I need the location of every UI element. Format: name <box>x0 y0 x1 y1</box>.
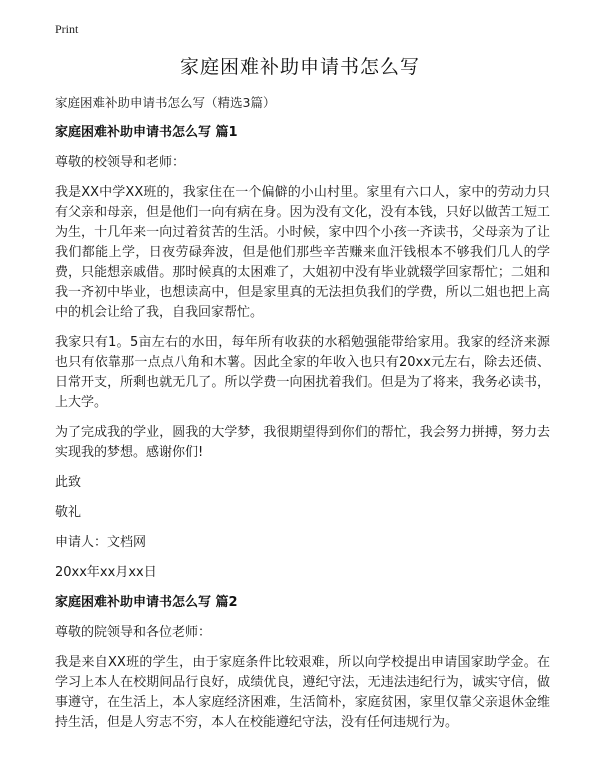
print-link[interactable]: Print <box>55 22 79 36</box>
salutation: 尊敬的校领导和老师： <box>55 155 186 170</box>
section-heading: 家庭困难补助申请书怎么写 篇1 <box>55 125 238 140</box>
document-subtitle: 家庭困难补助申请书怎么写（精选3篇） <box>55 95 276 110</box>
document-body <box>55 93 550 743</box>
section-heading: 家庭困难补助申请书怎么写 篇2 <box>55 595 238 610</box>
closing-line: 敬礼 <box>55 505 82 520</box>
body-paragraph: 我是来自XX班的学生，由于家庭条件比较艰难，所以向学校提出申请国家助学金。在学习上本人在校期间品行良好，成绩优良，遵纪守法，无违法违纪行为，诚实守信，做事遵守，在生活上，本人家庭经济困难，生活简朴，家庭贫困，家里仅靠父亲退休金维持生活，但是人穷志不穷，本人在校能遵纪守法，没有任何违规行为。 <box>55 655 550 730</box>
body-paragraph: 为了完成我的学业，圆我的大学梦，我很期望得到你们的帮忙，我会努力拼搏，努力去实现我的梦想。感谢你们! <box>55 425 550 460</box>
page-title: 家庭困难补助申请书怎么写 <box>179 56 420 78</box>
salutation: 尊敬的院领导和各位老师： <box>55 625 212 640</box>
date-line: 20xx年xx月xx日 <box>55 565 157 580</box>
body-paragraph: 我是XX中学XX班的，我家住在一个偏僻的小山村里。家里有六口人，家中的劳动力只有父亲和母亲，但是他们一向有病在身。因为没有文化，没有本钱，只好以做苦工短工为生，十几年来一向过着贫苦的生活。小时候，家中四个小孩一齐读书，父母亲为了让我们都能上学，日夜劳碌奔波，但是他们那些辛苦赚来血汗钱根本不够我们几人的学费，只能想亲戚借。那时候真的太困难了，大姐初中没有毕业就辍学回家帮忙；二姐和我一齐初中毕业，也想读高中，但是家里真的无法担负我们的学费，所以二姐也把上高中的机会让给了我，自我回家帮忙。 <box>55 185 550 320</box>
body-paragraph: 我家只有1。5亩左右的水田，每年所有收获的水稻勉强能带给家用。我家的经济来源也只有依靠那一点点八角和木薯。因此全家的年收入也只有20xx元左右，除去还债、日常开支，所剩也就无几了。所以学费一向困扰着我们。但是为了将来，我务必读书，上大学。 <box>55 335 550 410</box>
applicant-line: 申请人：文档网 <box>55 535 147 550</box>
closing-line: 此致 <box>55 475 82 490</box>
